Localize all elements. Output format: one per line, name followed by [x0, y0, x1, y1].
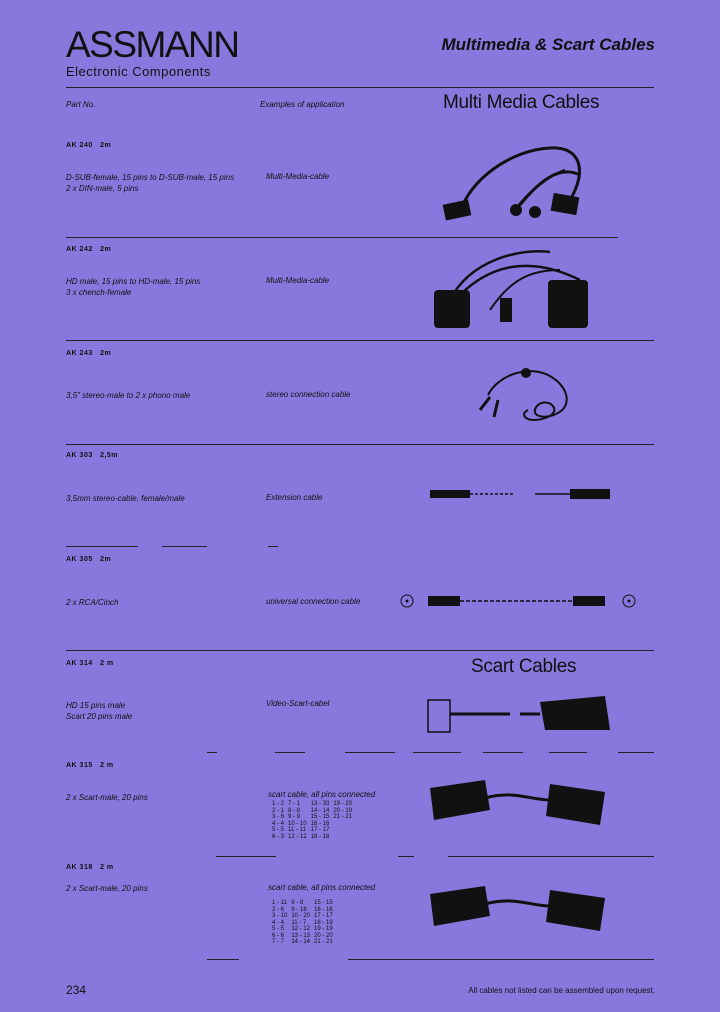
row-divider	[216, 856, 276, 857]
part-number: AK 314 2 m	[66, 660, 114, 667]
row-divider	[618, 752, 654, 753]
pin-mapping-table: 1 - 11 8 - 8 15 - 15 2 - 6 9 - 18 16 - 16 3 - 10 10 - 20 17 - 17 4 - 4 11 - 7 18 - 19 5 - 5 12 - 12 19 - 19 6 - 6 13 - 13 20 - 20 7 - 7 14 - 14 21 - 21	[272, 900, 333, 945]
page-title: Multimedia & Scart Cables	[441, 35, 655, 54]
brand-subtitle: Electronic Components	[66, 64, 211, 79]
row-divider	[207, 752, 217, 753]
product-description: 3,5" stereo-male to 2 x phono male	[66, 391, 191, 400]
multimedia-cable-image	[430, 240, 610, 335]
part-number: AK 242 2m	[66, 246, 112, 253]
product-application: Extension cable	[266, 493, 323, 502]
product-description: HD male, 15 pins to HD-male, 15 pins 3 x chench-female	[66, 277, 201, 297]
header-divider	[66, 87, 654, 88]
row-divider	[66, 444, 654, 445]
part-number: AK 240 2m	[66, 142, 112, 149]
product-application: scart cable, all pins connected	[268, 790, 376, 799]
row-divider	[275, 752, 305, 753]
footer-note: All cables not listed can be assembled upon request.	[468, 986, 655, 995]
row-divider	[66, 340, 654, 341]
section-title-multimedia: Multi Media Cables	[443, 92, 600, 113]
row-divider	[207, 959, 239, 960]
row-divider	[162, 546, 207, 547]
row-divider	[268, 546, 278, 547]
part-number: AK 318 2 m	[66, 864, 114, 871]
multimedia-cable-image	[440, 140, 590, 230]
extension-cable-image	[420, 484, 620, 504]
row-divider	[348, 959, 654, 960]
row-divider	[66, 237, 618, 238]
product-application: stereo connection cable	[266, 390, 351, 399]
section-title-scart: Scart Cables	[471, 656, 577, 677]
brand-logo: ASSMANN	[66, 24, 239, 65]
part-number: AK 315 2 m	[66, 762, 114, 769]
pin-mapping-table: 1 - 2 7 - 1 13 - 33 19 - 20 2 - 1 8 - 8 14 - 14 20 - 19 3 - 6 9 - 9 15 - 15 21 - 21 4 - 4 10 - 10 16 - 16 5 - 5 11 - 11 17 - 17 6 - 3 12 - 12 18 - 18	[272, 801, 353, 840]
row-divider	[413, 752, 461, 753]
video-scart-cable-image	[420, 690, 620, 740]
product-description: HD 15 pins male Scart 20 pins male	[66, 701, 133, 721]
product-description: 2 x Scart-male, 20 pins	[66, 884, 148, 893]
column-header-part-no: Part No.	[66, 100, 96, 109]
scart-cable-image	[420, 876, 620, 936]
product-description: 3,5mm stereo-cable, female/male	[66, 494, 185, 503]
product-application: universal connection cable	[266, 597, 361, 606]
row-divider	[345, 752, 395, 753]
row-divider	[448, 856, 654, 857]
part-number: AK 243 2m	[66, 350, 112, 357]
product-application: scart cable, all pins connected	[268, 883, 376, 892]
row-divider	[66, 546, 138, 547]
row-divider	[66, 650, 654, 651]
product-application: Video-Scart-cabel	[266, 699, 330, 708]
product-description: 2 x Scart-male, 20 pins	[66, 793, 148, 802]
row-divider	[549, 752, 587, 753]
part-number: AK 303 2,5m	[66, 452, 119, 459]
product-description: 2 x RCA/Cinch	[66, 598, 119, 607]
rca-cable-image	[398, 590, 643, 612]
row-divider	[483, 752, 523, 753]
row-divider	[398, 856, 414, 857]
product-application: Multi-Media-cable	[266, 172, 330, 181]
column-header-application: Examples of application	[260, 100, 345, 109]
page-number: 234	[66, 983, 87, 997]
product-description: D-SUB-female, 15 pins to D-SUB-male, 15 pins 2 x DIN-male, 5 pins	[66, 173, 235, 193]
part-number: AK 305 2m	[66, 556, 112, 563]
scart-cable-image	[420, 770, 620, 830]
product-application: Multi-Media-cable	[266, 276, 330, 285]
stereo-cable-image	[468, 355, 578, 435]
